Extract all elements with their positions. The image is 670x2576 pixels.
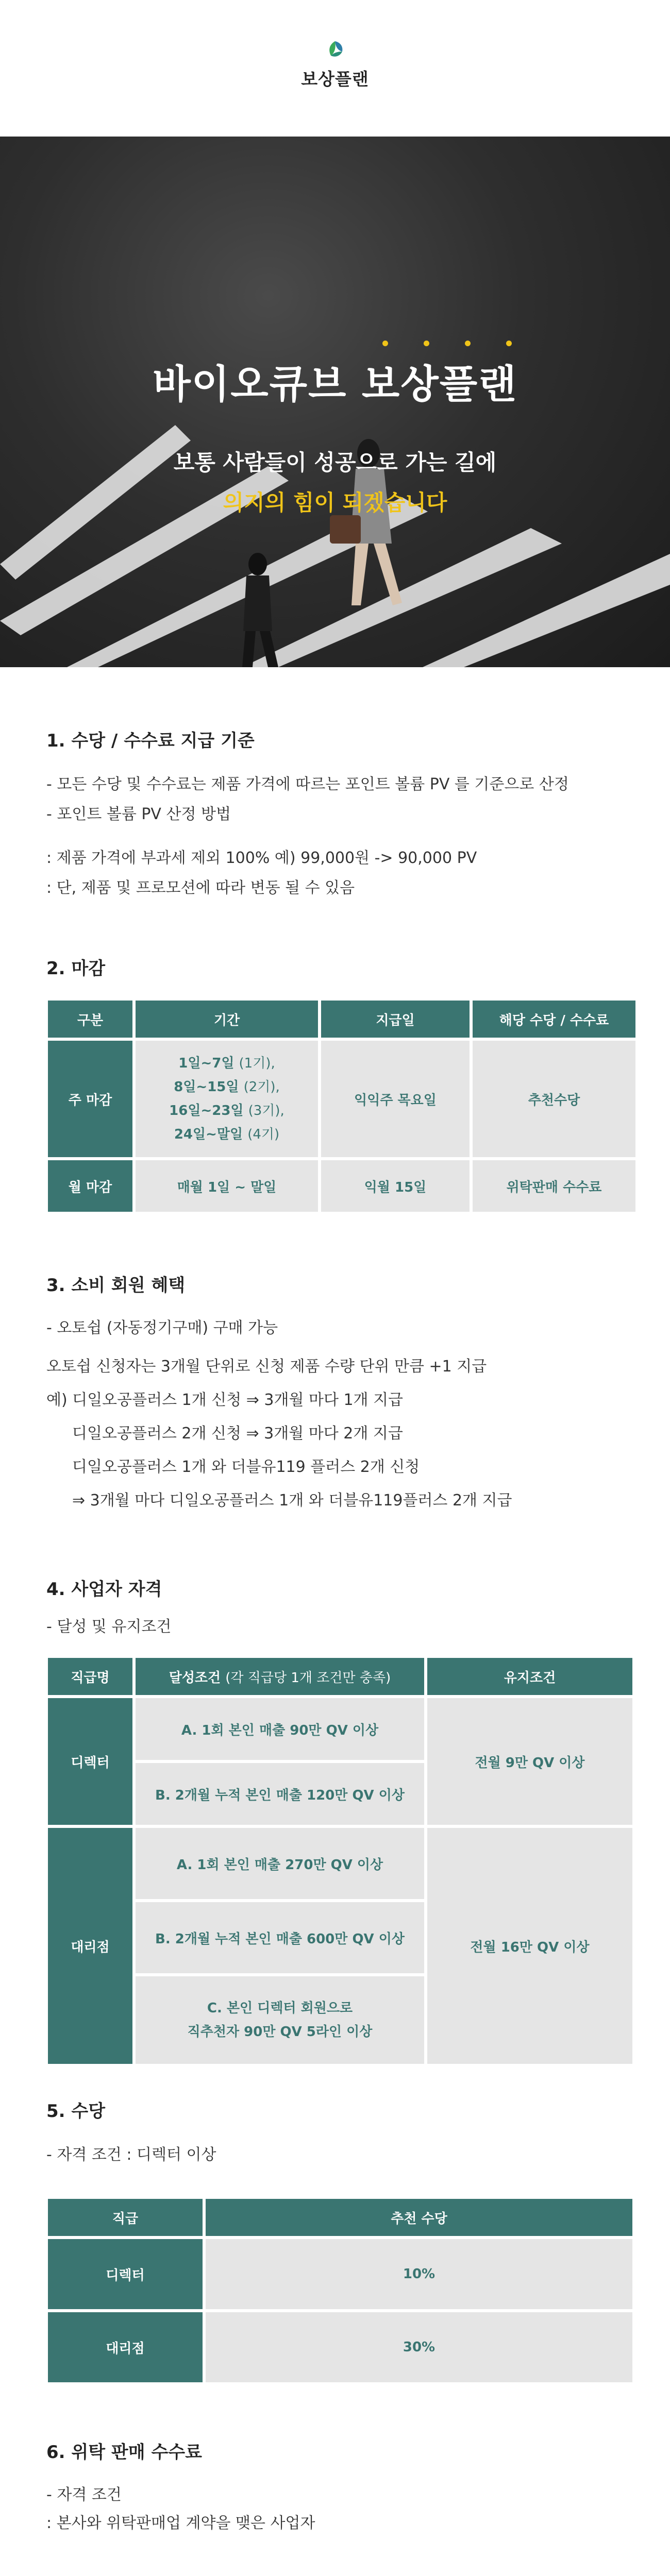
section-4-title: 4. 사업자 자격	[46, 1579, 162, 1600]
director-keep-condition: 전월 9만 QV 이상	[427, 1698, 632, 1825]
section-3-line: - 오토쉽 (자동정기구매) 구매 가능	[46, 1319, 278, 1337]
period-range: 24일~말일	[174, 1127, 243, 1142]
allowance-rank-director: 디렉터	[48, 2239, 203, 2309]
emphasis-dot	[382, 341, 388, 346]
qualification-table	[45, 1655, 635, 2067]
director-rank-label: 디렉터	[48, 1698, 132, 1825]
period-range: 8일~15일	[174, 1079, 239, 1095]
allowance-rate-director: 10%	[206, 2239, 632, 2309]
section-1-line: - 포인트 볼륨 PV 산정 방법	[46, 805, 231, 823]
agency-condition-a: A. 1회 본인 매출 270만 QV 이상	[136, 1828, 424, 1899]
period-tag: (4기)	[247, 1127, 280, 1142]
period-tag: (1기),	[239, 1056, 275, 1071]
period-range: 16일~23일	[169, 1103, 244, 1118]
qual-header-rank: 직급명	[48, 1658, 132, 1695]
allowance-header-rank: 직급	[48, 2199, 203, 2236]
section-3-line: 디일오공플러스 2개 신청 ⇒ 3개월 마다 2개 지급	[72, 1425, 403, 1443]
section-1-title: 1. 수당 / 수수료 지급 기준	[46, 731, 255, 751]
agency-condition-b: B. 2개월 누적 본인 매출 600만 QV 이상	[136, 1902, 424, 1973]
brand-name: 보상플랜	[301, 69, 369, 89]
weekly-closing-label: 주 마감	[48, 1041, 132, 1157]
allowance-header-rate: 추천 수당	[206, 2199, 632, 2236]
section-6-title: 6. 위탁 판매 수수료	[46, 2442, 202, 2463]
brand-logo-icon	[325, 39, 345, 60]
qual-header-achieve	[136, 1658, 424, 1695]
section-1-line: : 단, 제품 및 프로모션에 따라 변동 될 수 있음	[46, 879, 355, 897]
monthly-closing-label: 월 마감	[48, 1160, 132, 1212]
agency-condition-c-line: C. 본인 디렉터 회원으로	[207, 2001, 353, 2016]
section-3-line: 예) 디일오공플러스 1개 신청 ⇒ 3개월 마다 1개 지급	[46, 1391, 404, 1409]
emphasis-dot	[424, 341, 429, 346]
period-tag: (2기),	[243, 1079, 280, 1095]
agency-rank-label: 대리점	[48, 1828, 132, 2064]
monthly-payday: 익월 15일	[321, 1160, 470, 1212]
allowance-table	[45, 2196, 635, 2385]
section-6-line: - 자격 조건	[46, 2486, 122, 2504]
hero-highlight: 의지의 힘이 되겠습니다	[223, 490, 447, 515]
closing-header-payday: 지급일	[321, 1001, 470, 1038]
hero-subtitle: 보통 사람들이 성공으로 가는 길에	[173, 450, 497, 475]
closing-header-period: 기간	[136, 1001, 318, 1038]
period-range: 1일~7일	[178, 1056, 234, 1071]
agency-condition-c-line: 직추천자 90만 QV 5라인 이상	[187, 2024, 373, 2040]
emphasis-dot	[465, 341, 471, 346]
section-6-line: : 본사와 위탁판매업 계약을 맺은 사업자	[46, 2514, 315, 2532]
director-condition-a: A. 1회 본인 매출 90만 QV 이상	[136, 1698, 424, 1760]
section-2-title: 2. 마감	[46, 958, 106, 979]
director-condition-b: B. 2개월 누적 본인 매출 120만 QV 이상	[136, 1763, 424, 1825]
weekly-commission: 추천수당	[473, 1041, 635, 1157]
section-5-subtitle: - 자격 조건 : 디렉터 이상	[46, 2146, 216, 2164]
period-tag: (3기),	[248, 1103, 284, 1118]
hero-banner	[0, 137, 670, 667]
section-5-title: 5. 수당	[46, 2101, 106, 2122]
qual-header-achieve-note: (각 직급당 1개 조건만 충족)	[225, 1670, 391, 1686]
page-header	[0, 0, 670, 137]
section-3-title: 3. 소비 회원 혜택	[46, 1275, 186, 1296]
allowance-rank-agency: 대리점	[48, 2312, 203, 2382]
qual-header-achieve-label: 달성조건	[169, 1670, 221, 1686]
section-3-line: ⇒ 3개월 마다 디일오공플러스 1개 와 더블유119플러스 2개 지급	[72, 1492, 512, 1510]
section-1-line: : 제품 가격에 부과세 제외 100% 예) 99,000원 -> 90,000 PV	[46, 849, 477, 867]
closing-header-commission: 해당 수당 / 수수료	[473, 1001, 635, 1038]
section-1-line: - 모든 수당 및 수수료는 제품 가격에 따르는 포인트 볼륨 PV 를 기준으로 산정	[46, 775, 569, 793]
weekly-payday: 익익주 목요일	[321, 1041, 470, 1157]
weekly-periods	[136, 1041, 318, 1157]
agency-condition-c	[136, 1976, 424, 2064]
monthly-period: 매월 1일 ~ 말일	[136, 1160, 318, 1212]
section-6-line	[46, 2572, 122, 2576]
section-4-subtitle: - 달성 및 유지조건	[46, 1618, 172, 1636]
section-3-line: 디일오공플러스 1개 와 더블유119 플러스 2개 신청	[72, 1458, 420, 1476]
emphasis-dot	[506, 341, 512, 346]
closing-header-type: 구분	[48, 1001, 132, 1038]
monthly-commission: 위탁판매 수수료	[473, 1160, 635, 1212]
agency-keep-condition: 전월 16만 QV 이상	[427, 1828, 632, 2064]
hero-title: 바이오큐브 보상플랜	[153, 361, 517, 407]
qual-header-keep: 유지조건	[427, 1658, 632, 1695]
closing-table	[45, 997, 639, 1215]
allowance-rate-agency: 30%	[206, 2312, 632, 2382]
section-3-line: 오토쉽 신청자는 3개월 단위로 신청 제품 수량 단위 만큼 +1 지급	[46, 1358, 487, 1376]
